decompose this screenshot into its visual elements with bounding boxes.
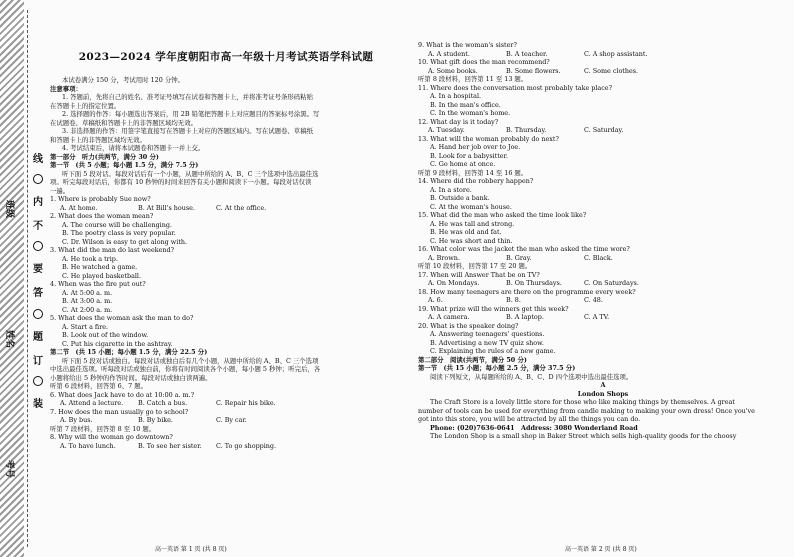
text-line: 18. How many teenagers are there on the programme every week? [418, 287, 636, 296]
answer-option: C. On Saturdays. [584, 279, 639, 287]
answer-option: A. On Mondays. [428, 279, 480, 287]
seal-char: 内 [33, 197, 43, 209]
answer-option: B. Some flowers. [506, 66, 561, 75]
text-line: A. Answering teenagers' questions. [430, 330, 545, 338]
answer-option: C. To go shopping. [216, 441, 277, 450]
answer-option: C. Some clothes. [584, 66, 639, 75]
text-line: C. At 2:00 a. m. [62, 305, 113, 314]
binding-cut-line [27, 10, 28, 547]
answer-option: B. By bike. [138, 416, 173, 424]
text-line: C. Explaining the rules of a new game. [430, 347, 556, 355]
text-line: 第二节 (共 15 小题；每小题 1.5 分，满分 22.5 分) [50, 348, 208, 356]
answer-option: B. A laptop. [506, 313, 544, 321]
answer-option: C. Black. [584, 253, 613, 262]
ring-icon [33, 241, 43, 251]
answer-option: B. To see her sister. [138, 441, 202, 450]
text-line: C. He played basketball. [62, 271, 141, 280]
seal-char: 装 [33, 398, 43, 410]
text-line: 在试题卷、草稿纸和答题卡上的非答题区域均无效。 [50, 118, 197, 127]
answer-option: A. 6. [428, 296, 443, 304]
text-line: number of tools can be used for everything from candle making to making your own dress! Once you've [418, 406, 755, 415]
answer-option: B. 8. [506, 296, 521, 304]
answer-option: C. At the office. [216, 203, 267, 212]
answer-options [418, 254, 788, 263]
text-line: B. Look for a babysitter. [430, 151, 508, 160]
text-line: 19. What prize will the winners get this week? [418, 304, 569, 313]
text-line: 和答题卡上的非答题区域均无效。 [50, 135, 146, 144]
answer-option: B. A teacher. [506, 49, 548, 58]
text-line: B. He watched a game. [62, 263, 138, 271]
text-line: A. In a hospital. [430, 92, 482, 100]
binding-label-class: 班级 [4, 200, 14, 219]
text-line: 本试卷满分 150 分，考试用时 120 分钟。 [62, 76, 184, 84]
text-line: 12. What day is it today? [418, 117, 499, 126]
answer-option: A. To have lunch. [60, 441, 116, 450]
text-line: 一遍。 [50, 186, 70, 195]
answer-option: C. A shop assistant. [584, 49, 648, 58]
text-line: Phone: (020)7636-0641 Address: 3080 Wonderland Road [430, 423, 638, 432]
text-line: B. In the man's office. [430, 100, 501, 109]
seal-char: 要 [33, 264, 43, 276]
answer-option: B. Catch a bus. [138, 399, 188, 407]
text-line: 听第 9 段材料，回答第 14 至 16 题。 [418, 168, 528, 177]
text-line: C. Go home at once. [430, 160, 496, 168]
page-2-text [418, 41, 788, 441]
seal-char: 线 [33, 154, 43, 165]
answer-options [50, 204, 400, 213]
text-line: 20. What is the speaker doing? [418, 321, 519, 330]
answer-option: A. Brown. [428, 253, 460, 262]
binding-label-exam-number: 考号 [4, 460, 14, 479]
answer-options [418, 126, 788, 135]
text-line: B. He was old and fat. [430, 228, 502, 236]
text-line: B. The poetry class is very popular. [62, 229, 176, 237]
text-line: 3. 非选择题的作答：用签字笔直接写在答题卡上对应的答题区域内。写在试题卷、草稿纸 [62, 127, 313, 135]
text-line: C. He was short and thin. [430, 236, 513, 245]
answer-option: A. Some books. [428, 66, 478, 75]
exam-title: 2023—2024 学年度朝阳市高一年级十月考试英语学科试题 [78, 51, 374, 63]
text-line: 6. What does Jack have to do at 10:00 a. m.? [50, 390, 195, 399]
answer-option: A. At home. [60, 203, 98, 212]
ring-icon [33, 174, 43, 184]
text-line: 2. What does the woman mean? [50, 212, 154, 220]
text-line: B. Advertising a new TV quiz show. [430, 338, 544, 347]
text-line: A. The course will be challenging. [62, 220, 172, 229]
text-line: A. In a store. [430, 185, 472, 194]
answer-option: C. Repair his bike. [216, 399, 276, 407]
text-line: 第一部分 听力(共两节，满分 30 分) [50, 152, 159, 161]
text-line: A. He was tall and strong. [430, 219, 515, 228]
text-line: got into this store, you will be attracted by all the things you can do. [418, 415, 641, 423]
seal-char: 不 [33, 221, 43, 233]
text-line: B. At 3:00 a. m. [62, 297, 113, 305]
text-line: 听下面 5 段对话。每段对话后有一个小题，从题中所给的 A、B、C 三个选项中选出最佳选 [62, 169, 319, 178]
text-line: 在答题卡上的指定位置。 [50, 101, 121, 110]
text-line: 16. What color was the jacket the man who asked the time wore? [418, 245, 630, 253]
text-line: The London Shop is a small shop in Baker Street which sells high-quality goods for the choosy [430, 432, 737, 440]
text-line: B. Look out of the window. [62, 331, 149, 339]
answer-option: A. By bus. [60, 416, 93, 424]
text-line: C. At the woman's house. [430, 202, 512, 211]
text-line: The Craft Store is a lovely little store for those who like making things by themselves. A great [430, 398, 735, 406]
seal-char: 订 [33, 355, 43, 367]
text-line: 听第 10 段材料，回答第 17 至 20 题。 [418, 262, 532, 270]
text-line: 中选出最佳选项。听每段对话或独白前，你将有时间阅读各个小题，每小题 5 秒钟；听完后，各 [50, 365, 321, 373]
text-line: A. Start a fire. [62, 322, 109, 331]
answer-options [50, 416, 400, 425]
answer-option: B. Gray. [506, 253, 532, 262]
text-line: 第二部分 阅读(共两节，满分 50 分) [418, 355, 527, 364]
text-line: 9. What is the woman's sister? [418, 41, 517, 49]
binding-label-name: 姓名 [4, 330, 14, 349]
text-line: 4. 考试结束后，请将本试题卷和答题卡一并上交。 [62, 144, 205, 152]
text-line: 第一节 (共 5 小题；每小题 1.5 分，满分 7.5 分) [50, 161, 199, 169]
text-line: 10. What gift does the man recommend? [418, 58, 550, 66]
text-line: C. In the woman's home. [430, 109, 511, 117]
text-line: 听第 7 段材料，回答第 8 至 10 题。 [50, 424, 156, 433]
answer-option: A. Tuesday. [428, 126, 465, 134]
seal-char: 答 [33, 288, 43, 300]
answer-option: C. By car. [216, 416, 247, 424]
answer-options [418, 67, 788, 76]
page-1-footer: 高一英语 第 1 页 (共 8 页) [155, 546, 227, 553]
ring-icon [33, 376, 43, 386]
text-line: C. Dr. Wilson is easy to get along with. [62, 237, 188, 246]
text-line: A. At 5:00 a. m. [62, 288, 113, 297]
text-line: 第一节 (共 15 小题；每小题 2.5 分，满分 37.5 分) [418, 364, 576, 372]
text-line: 15. What did the man who asked the time look like? [418, 211, 587, 219]
text-line: 17. When will Answer That be on TV? [418, 270, 540, 279]
text-line: B. Outside a bank. [430, 194, 490, 202]
text-line: 听第 8 段材料，回答第 11 至 13 题。 [418, 75, 528, 83]
text-line: 5. What does the woman ask the man to do? [50, 314, 194, 322]
answer-option: A. A student. [428, 49, 470, 58]
text-line: 4. When was the fire put out? [50, 280, 146, 288]
answer-option: A. Attend a lecture. [60, 399, 124, 407]
text-line: C. Put his cigarette in the ashtray. [62, 339, 173, 348]
answer-option: C. 48. [584, 296, 603, 304]
text-line: 13. What will the woman probably do next? [418, 134, 559, 143]
answer-options [418, 296, 788, 305]
text-line: 7. How does the man usually go to school? [50, 407, 189, 416]
text-line: 注意事项： [50, 84, 82, 93]
ring-icon [33, 309, 43, 319]
seal-line-notice [30, 150, 46, 410]
answer-options [418, 279, 788, 288]
text-line: 小题将给出 5 秒钟的作答时间。每段对话或独白读两遍。 [50, 373, 212, 382]
text-line: 阅读下列短文，从每题所给的 A、B、C、D 四个选项中选出最佳选项。 [430, 372, 633, 381]
text-line: 项。听完每段对话后，你都有 10 秒钟的时间来回答有关小题和阅读下一小题。每段对话仅读 [50, 178, 312, 186]
text-line: A [600, 381, 606, 389]
answer-option: A. A camera. [428, 313, 470, 321]
text-line: 1. Where is probably Sue now? [50, 195, 151, 203]
answer-option: B. Thursday. [506, 126, 547, 134]
answer-option: C. Saturday. [584, 126, 624, 134]
answer-options [418, 50, 788, 59]
text-line: 11. Where does the conversation most probably take place? [418, 83, 612, 92]
text-line: 14. Where did the robbery happen? [418, 177, 534, 185]
text-line: 听下面 5 段对话或独白。每段对话或独白后有几个小题，从题中所给的 A、B、C 三个选项 [62, 356, 319, 365]
text-line: A. Hand her job over to Joe. [430, 143, 521, 151]
page-1-text [50, 76, 400, 450]
answer-options [50, 442, 400, 451]
answer-option: C. A TV. [584, 313, 610, 321]
page-2-footer: 高一英语 第 2 页 (共 8 页) [565, 546, 637, 553]
answer-option: B. At Bill's house. [138, 203, 195, 212]
answer-option: B. On Thursdays. [506, 279, 562, 287]
seal-char: 题 [33, 331, 43, 343]
text-line: 2. 选择题的作答：每小题选出答案后，用 2B 铅笔把答题卡上对应题目的答案标号涂黑。写 [62, 110, 320, 118]
answer-options [418, 313, 788, 322]
text-line: 1. 答题前，先将自己的姓名、准考证号填写在试卷和答题卡上，并将准考证号条形码粘贴 [62, 93, 313, 101]
text-line: London Shops [577, 389, 629, 398]
text-line: A. He took a trip. [62, 254, 118, 263]
text-line: 3. What did the man do last weekend? [50, 246, 175, 254]
text-line: 听第 6 段材料，回答第 6、7 题。 [50, 382, 148, 390]
text-line: 8. Why will the woman go downtown? [50, 433, 173, 441]
answer-options [50, 399, 400, 408]
